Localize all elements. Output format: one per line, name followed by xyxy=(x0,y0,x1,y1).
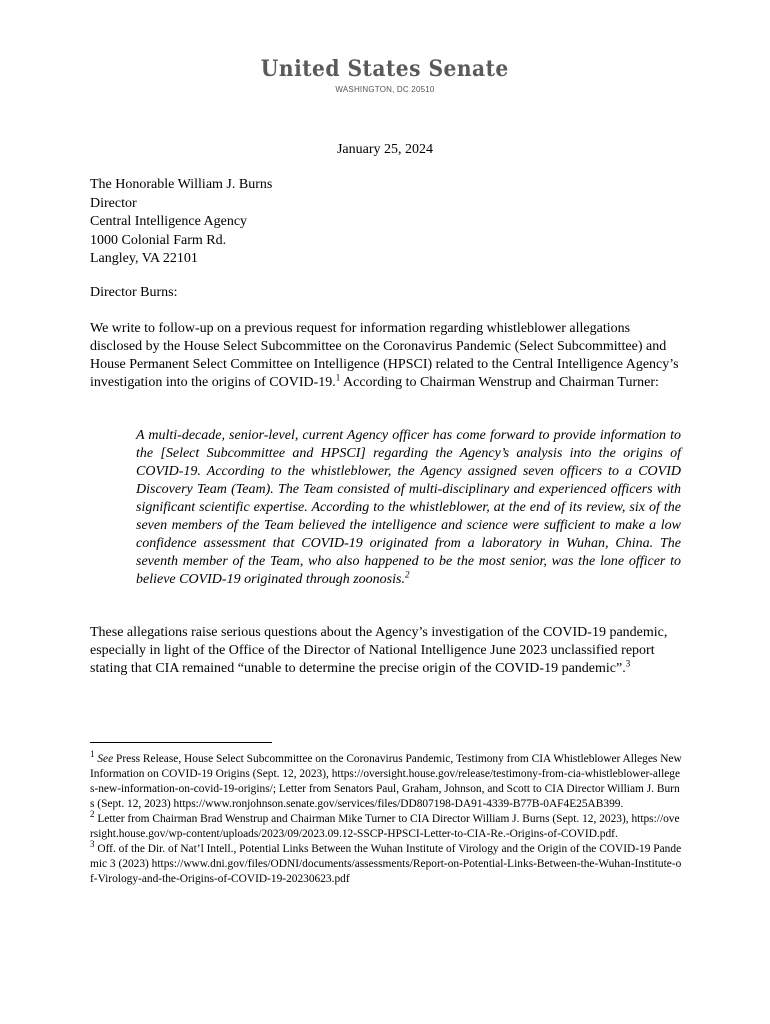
footnote-text: Letter from Chairman Brad Wenstrup and Chairman Mike Turner to CIA Director William J. Burns (Sept. 12, 2023), https://oversight.house.gov/wp-content/uploads/2023/09/2023.09.12-SSCP-HPSCI-Letter-to-CIA-Re.-Origins-of-COVID.pdf. xyxy=(90,813,680,840)
recipient-title: Director xyxy=(90,195,137,211)
block-quote xyxy=(136,427,681,589)
letter-date: January 25, 2024 xyxy=(336,142,434,157)
footnote-2 xyxy=(90,809,682,842)
recipient-city: Langley, VA 22101 xyxy=(90,251,198,266)
salutation: Director Burns: xyxy=(90,285,178,300)
footnote-number: 3 xyxy=(90,839,95,850)
letterhead-location: WASHINGTON, DC 20510 xyxy=(335,85,435,94)
footnote-ref-2[interactable]: 2 xyxy=(404,569,410,580)
footnote-ref-3[interactable]: 3 xyxy=(625,658,631,669)
footnote-divider xyxy=(90,742,272,743)
footnote-number: 2 xyxy=(90,809,95,820)
footnote-1 xyxy=(90,749,682,812)
footnote-text: Press Release, House Select Subcommittee on the Coronavirus Pandemic, Testimony from CIA Whistleblower Alleges New Information on COVID-19 Origins (Sept. 12, 2023), https://oversight.house.gov/release/testimony-from-cia-whistleblower-alleges-new-information-on-covid-19-origins/; Letter from Senators Paul, Graham, Johnson, and Scott to CIA Director William J. Burns (Sept. 12, 2023) https://www.ronjohnson.senate.gov/services/files/DD807198-DA91-4339-B77B-0AF4E25AB399. xyxy=(90,753,682,810)
footnote-ref-1[interactable]: 1 xyxy=(335,372,341,383)
paragraph-text: We write to follow-up on a previous request for information regarding whistleblower allegations disclosed by the House Select Subcommittee on the Coronavirus Pandemic (Select Subcommittee) and House Permanent Select Committee on Intelligence (HPSCI) related to the Central Intelligence Agency’s investigation into the origins of COVID-19. xyxy=(90,321,679,390)
paragraph-text: These allegations raise serious questions about the Agency’s investigation of the COVID-19 pandemic, especially in light of the Office of the Director of National Intelligence June 2023 unclassified report stating that CIA remained “unable to determine the precise origin of the COVID-19 pandemic”. xyxy=(90,625,668,676)
footnote-3 xyxy=(90,839,682,887)
recipient-org: Central Intelligence Agency xyxy=(90,214,248,229)
recipient-name: The Honorable William J. Burns xyxy=(90,177,273,192)
recipient-street: 1000 Colonial Farm Rd. xyxy=(90,232,227,248)
letterhead xyxy=(0,56,770,94)
body-paragraph-2 xyxy=(90,624,680,678)
quote-text: A multi-decade, senior-level, current Agency officer has come forward to provide information to the [Select Subcommittee and HPSCI] regarding the Agency’s analysis into the origins of COVID-19. According to the whistleblower, the Agency assigned seven officers to a COVID Discovery Team (Team). The Team consisted of multi-disciplinary and experienced officers with significant scientific expertise. According to the whistleblower, at the end of its review, six of the seven members of the Team believed the intelligence and science were sufficient to make a low confidence assessment that COVID-19 originated from a laboratory in Wuhan, China. The seventh member of the Team, who also happened to be the most senior, was the lone officer to believe COVID-19 originated through zoonosis. xyxy=(136,428,681,587)
recipient-address xyxy=(90,176,272,269)
body-paragraph-1 xyxy=(90,320,680,392)
footnote-text: Off. of the Dir. of Nat’l Intell., Potential Links Between the Wuhan Institute of Virology and the Origin of the COVID-19 Pandemic 3 (2023) https://www.dni.gov/files/ODNI/documents/assessments/Report-on-Potential-Links-Between-the-Wuhan-Institute-of-Virology-and-the-Origins-of-COVID-19-20230623.pdf xyxy=(90,843,682,885)
footnote-signal: See xyxy=(97,753,114,765)
paragraph-tail: According to Chairman Wenstrup and Chairman Turner: xyxy=(340,375,659,390)
footnote-number: 1 xyxy=(90,749,95,760)
letterhead-title: United States Senate xyxy=(261,56,509,82)
footnotes xyxy=(90,749,682,887)
